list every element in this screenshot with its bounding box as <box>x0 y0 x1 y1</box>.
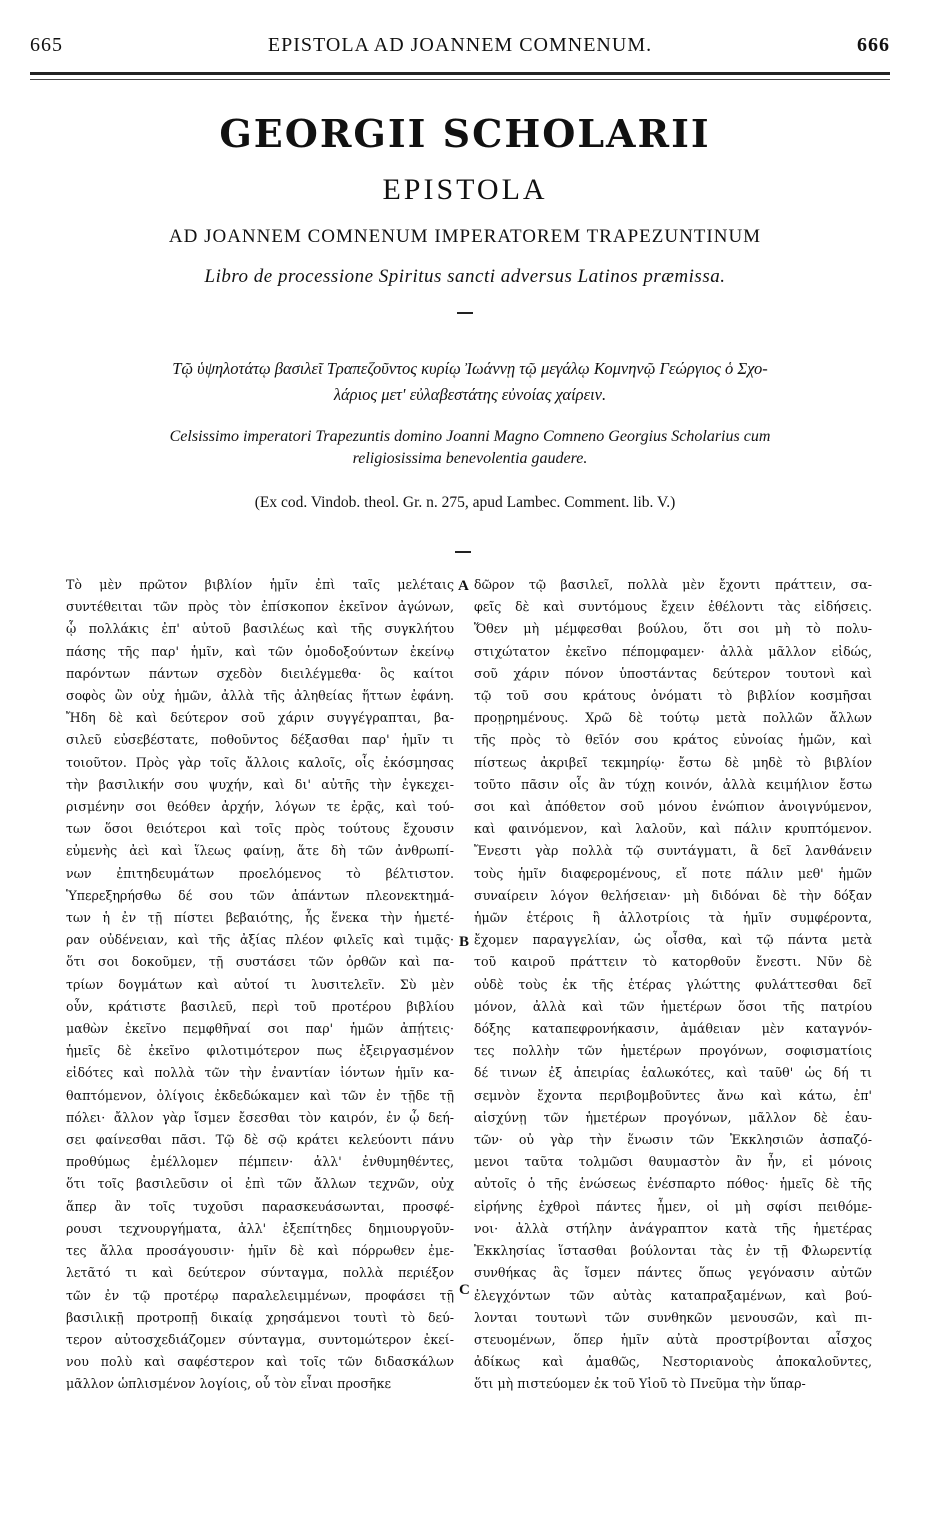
text-line: πίστεως ἀκριβεῖ τεκμηρίῳ· ἔστω δὲ μηδὲ τὸ βιβλίον <box>474 754 872 770</box>
text-line: τῶν· οὐ γὰρ τὴν ἕνωσιν τῶν Ἐκκλησιῶν ἀσπαζό- <box>474 1132 872 1148</box>
text-line: οὖν, κράτιστε βασιλεῦ, περὶ τοῦ προτέρου βιβλίου <box>66 998 454 1014</box>
text-line: των ὅσοι θειότεροι καὶ τοῖς πρὸς τούτους ἔχουσιν <box>66 821 454 837</box>
text-line: ἡμῶν ἑτέροις ἢ ἀλλοτρίοις τὰ ἡμῖν συμφέροντα, <box>474 910 872 926</box>
text-line: τρίων δογμάτων καὶ αὐτοί τι λυσιτελεῖν. Σὺ μὲν <box>66 976 454 992</box>
text-line: στευομένων, ὅπερ ἡμῖν αὐτὰ προστρίβονται αἶσχος <box>474 1331 872 1347</box>
title-block <box>40 110 890 314</box>
text-line: τοῦ καιροῦ πράττειν τὸ κατορθοῦν ἔνεστι. Νῦν δὲ <box>474 954 872 970</box>
text-line: τες ἄλλα προσάγουσιν· ἡμῖν δὲ καὶ πόρρωθεν ἐμε- <box>66 1243 454 1259</box>
text-line: εἰδότες καὶ πολλὰ τῶν τὴν ἐναντίαν ἰόντων ἡμῖν κα- <box>66 1065 454 1081</box>
text-line: Τὸ μὲν πρῶτον βιβλίον ἡμῖν ἐπὶ ταῖς μελέταις <box>66 577 454 592</box>
text-line: λετᾶτό τι καὶ δεύτερον σύνταγμα, πολλὰ περιέξον <box>66 1265 454 1281</box>
text-line: τῷ τοῦ σου κράτους ὀνόματι τὸ βιβλίον κοσμῆσαι <box>474 688 872 704</box>
text-line: σιλεῦ εὐσεβέστατε, ποθοῦντος δέξασθαι παρ' ἡμῖν τι <box>66 732 454 748</box>
text-line: σοφὸς ὢν οὐχ ἡμῶν, ἀλλὰ τῆς ἀληθείας ἥττων ἐφάνη. <box>66 688 454 704</box>
margin-marker-b: B <box>459 934 470 950</box>
margin-marker-a: A <box>458 578 469 594</box>
greek-address <box>50 356 890 408</box>
text-line: ἀδίκως καὶ ἀμαθῶς, Νεστοριανοὺς ἀποκαλοῦντες, <box>474 1354 872 1370</box>
text-line: εἰρήνης ἐχθροὶ πάντες ἦμεν, οἱ μὴ σφίσι πειθόμε- <box>474 1198 872 1214</box>
header-rule <box>30 72 890 80</box>
right-column <box>474 574 872 1396</box>
text-line: ὅτι τοῖς βασιλεῦσιν οἱ ἐπὶ τῶν ἄλλων τεχνῶν, οὐχ <box>66 1176 454 1192</box>
left-column <box>66 574 454 1396</box>
text-line: συναίρειν λόγον θελήσειαν· μὴ διδόναι δὲ τὴν δόξαν <box>474 887 872 903</box>
text-line: ὅτι μὴ πιστεύομεν ἐκ τοῦ Υἱοῦ τὸ Πνεῦμα τὴν ὕπαρ- <box>474 1376 806 1392</box>
text-line: συντέθειται τῶν πρὸς τὸν ἐπίσκοπον ἐκεῖνον ἀγώνων, <box>66 599 454 615</box>
left-page-number: 665 <box>30 34 63 56</box>
text-line: λονται τουτωνὶ τῶν συνθηκῶν μενουσῶν, καὶ πι- <box>474 1309 872 1325</box>
text-line: μᾶλλον ὡπλισμένον λογίοις, οὗ τὸν εἶναι προσῆκε <box>66 1376 391 1392</box>
text-line: των ἡ ἐν τῇ πίστει βεβαιότης, ἧς ἕνεκα τὴν ἡμετέ- <box>66 910 454 926</box>
text-line: θαπτόμενον, ὀλίγοις ἐκδεδώκαμεν καὶ τῶν ἐν τῇδε τῇ <box>66 1087 454 1103</box>
text-line: φεῖς δὲ καὶ συντόμους ἔχειν ἐθέλοντι τὰς εἰδήσεις. <box>474 599 872 615</box>
latin-address <box>70 426 870 470</box>
margin-marker-c: C <box>459 1282 470 1298</box>
text-line: δόξης καταπεφρονήκασιν, ἀμάθειαν μὲν καταγνόν- <box>474 1021 872 1037</box>
text-line: Ἔνεστι γὰρ πολλὰ τῷ συντάγματι, ἃ δεῖ λανθάνειν <box>474 843 872 859</box>
main-title: GEORGII SCHOLARII <box>219 111 711 156</box>
text-line: αἰσχύνῃ τῶν ἡμετέρων προγόνων, μᾶλλον δὲ ἑαυ- <box>474 1109 872 1125</box>
text-line: νων ἐπιτηδευμάτων προελόμενος τὸ βέλτιστον. <box>66 865 454 881</box>
text-line: τοῦτο πᾶσιν οἷς ἂν τύχῃ κοινόν, ἀλλὰ κειμήλιον ἔστω <box>474 776 872 792</box>
latin-address-line: Celsissimo imperatori Trapezuntis domino Joanni Magno Comneno Georgius Scholarius cum <box>169 428 771 445</box>
text-line: σεμνὸν ἔχοντα περιβομβοῦντες ἄνω καὶ κάτω, ἐπ' <box>474 1087 872 1103</box>
text-line: σοῦ χάριν πόνον ὑποστάντας δεύτερον τουτονὶ καὶ <box>474 665 872 681</box>
text-line: αὐτοῖς ὁ τῆς ἑνώσεως ἐνέσπαρτο πόθος· ἡμεῖς δὲ τῆς <box>474 1176 872 1192</box>
subtitle: EPISTOLA <box>382 173 548 206</box>
text-line: ἡμεῖς δὲ ἐκεῖνο φιλοτιμότερον πως ἐξειργασμένον <box>66 1043 454 1059</box>
text-line: ὅτι σοι δοκοῦμεν, τῇ συστάσει τῶν ὀρθῶν καὶ πα- <box>66 954 454 970</box>
text-line: εὐμενὴς ἀεὶ καὶ ἵλεως φαίνῃ, ἅτε δὴ τῶν ἀνθρωπί- <box>66 843 454 859</box>
text-line: βασιλικῇ προτροπῇ δικαίᾳ χρησάμενοι τουτὶ τὸ δεύ- <box>66 1309 454 1325</box>
text-line: πάσης τῆς παρ' ἡμῖν, καὶ τῶν ὁμοδοξούντων ἐκείνῳ <box>66 643 454 659</box>
text-line: νου πολὺ καὶ σαφέστερον καὶ τοῖς τῶν διδασκάλων <box>66 1354 454 1370</box>
text-line: ρουσι τεχνουργήματα, ἀλλ' ἐξεπίτηδες δημιουργοῦν- <box>66 1220 454 1236</box>
subtitle-note: Libro de processione Spiritus sancti adversus Latinos præmissa. <box>204 266 726 287</box>
text-line: δέ τινων ἐξ ἀπειρίας ἑαλωκότες, καὶ ταῦθ' ὡς δή τι <box>474 1065 872 1081</box>
text-line: τῆς πρὸς τὸ θεῖόν σου κράτος εὐνοίας ἡμῶν, καὶ <box>474 732 872 748</box>
greek-address-line: Τῷ ὑψηλοτάτῳ βασιλεῖ Τραπεζοῦντος κυρίῳ Ἰωάννῃ τῷ μεγάλῳ Κομνηνῷ Γεώργιος ὁ Σχο- <box>172 359 768 378</box>
source-citation: (Ex cod. Vindob. theol. Gr. n. 275, apud Lambec. Comment. lib. V.) <box>254 494 676 511</box>
text-line: τοὺς ἡμῖν διαφερομένους, εἴ ποτε πάλιν μεθ' ἡμῶν <box>474 865 872 881</box>
text-line: οὐδὲ τοὺς ἐκ τῆς ἑτέρας γλώττης φυλάττεσθαι δεῖ <box>474 976 872 992</box>
greek-address-line: λάριος μετ' εὐλαβεστάτης εὐνοίας χαίρειν. <box>333 385 607 404</box>
text-line: μόνον, ἀλλὰ καὶ τῶν ἡμετέρων ὅσοι τῆς πατρίου <box>474 998 872 1014</box>
text-line: μενοι ταῦτα τολμῶσι θαυμαστὸν ἂν ἦν, εἰ μόνοις <box>474 1154 872 1170</box>
text-line: προῃρημένους. Χρῶ δὲ τούτῳ μετὰ πολλῶν ἄλλων <box>474 710 872 726</box>
text-line: στιχώτατον ἐκεῖνο πέπομφαμεν· ἀλλὰ μᾶλλον εἰδώς, <box>474 643 872 659</box>
text-line: ἐλεγχόντων τῶν αὐτὰς καταπραξαμένων, καὶ βού- <box>474 1287 872 1303</box>
text-line: σοι καὶ ἀπόθετον σοῦ μόνου ἐνώπιον ἀνοιγνύμενον, <box>474 799 872 815</box>
text-line: τῶν ἐν τῷ προτέρῳ παραλελειμμένων, προφάσει τῇ <box>66 1287 454 1303</box>
text-line: Ἤδη δὲ καὶ δεύτερον σοῦ χάριν συγγέγραπται, βα- <box>66 710 454 726</box>
text-line: ᾧ πολλάκις ἐπ' αὐτοῦ βασιλέως καὶ τῆς συγκλήτου <box>66 621 454 637</box>
text-line: παρόντων πάντων σχεδὸν διειλέγμεθα· ὃς καίτοι <box>66 665 454 681</box>
subtitle-addressee: AD JOANNEM COMNENUM IMPERATOREM TRAPEZUNTINUM <box>168 226 762 247</box>
running-title: EPISTOLA AD JOANNEM COMNENUM. <box>267 34 653 56</box>
text-line: Ὑπερεξηρήσθω δέ σου τῶν ἁπάντων πλεονεκτημά- <box>66 887 454 903</box>
title-dash <box>457 312 473 314</box>
text-line: τες πολλὴν τῶν ἡμετέρων προγόνων, σοφισματίοις <box>474 1043 872 1059</box>
text-line: τὴν βασιλικήν σου ψυχήν, καὶ δι' αὐτῆς τὴν ἐγκεχει- <box>66 776 454 792</box>
text-line: ἔχομεν παραγγελίαν, ὡς οἶσθα, καὶ τῷ πάντα μετὰ <box>474 932 872 948</box>
running-head <box>30 30 890 60</box>
text-line: ραν οὐδένειαν, καὶ τῆς ἀξίας πλέον φιλεῖς καὶ τιμᾷς· <box>66 932 454 948</box>
text-line: ρισμένην σοι θεόθεν ἀρχήν, λόγων τε ἐρᾷς, καὶ τού- <box>66 799 454 815</box>
text-line: τοιοῦτον. Πρὸς γὰρ τοῖς ἄλλοις καλοῖς, οἷς ἐκόσμησας <box>66 754 454 770</box>
text-line: Ἐκκλησίας ἵστασθαι βούλονται τὰς ἐν τῇ Φλωρεντίᾳ <box>474 1243 872 1259</box>
latin-address-line: religiosissima benevolentia gaudere. <box>352 450 588 467</box>
text-line: τερον αὐτοσχεδιάζομεν σύνταγμα, συντομώτερον ἐκεί- <box>66 1331 454 1347</box>
section-dash <box>455 551 471 553</box>
text-line: σει φαίνεσθαι πᾶσι. Τῷ δὲ σῷ κράτει κελεύοντι πάνυ <box>66 1132 454 1148</box>
text-line: ἅπερ ἂν τοῖς τυχοῦσι παρασκευάσωνται, προσφέ- <box>66 1198 454 1214</box>
text-line: δῶρον τῷ βασιλεῖ, πολλὰ μὲν ἔχοντι πράττειν, σα- <box>474 577 872 592</box>
text-line: μαθὼν ἐκεῖνο πεμφθῆναί σοι παρ' ἡμῶν ἀπῄτεις· <box>66 1021 454 1037</box>
text-line: πόλει· ἄλλον γὰρ ἴσμεν ἔσεσθαι τὸν καιρόν, ἐν ᾧ δεή- <box>66 1109 454 1125</box>
text-line: προθύμως ἐμέλλομεν πέμπειν· ἀλλ' ἐνθυμηθέντες, <box>66 1154 454 1170</box>
text-line: νοι· ἀλλὰ στήλην ἀνάγραπτον κατὰ τῆς ἡμετέρας <box>474 1220 872 1236</box>
right-page-number: 666 <box>857 34 890 56</box>
text-line: Ὅθεν μὴ μέμφεσθαι βούλου, ὅτι σοι μὴ τὸ πολυ- <box>474 621 872 637</box>
text-line: συνθήκας ἃς ἴσμεν πάντες ὅπως γεγόνασιν αὐτῶν <box>474 1265 872 1281</box>
text-line: καὶ φαινόμενον, καὶ λαλοῦν, καὶ πάλιν κρυπτόμενον. <box>474 821 872 837</box>
